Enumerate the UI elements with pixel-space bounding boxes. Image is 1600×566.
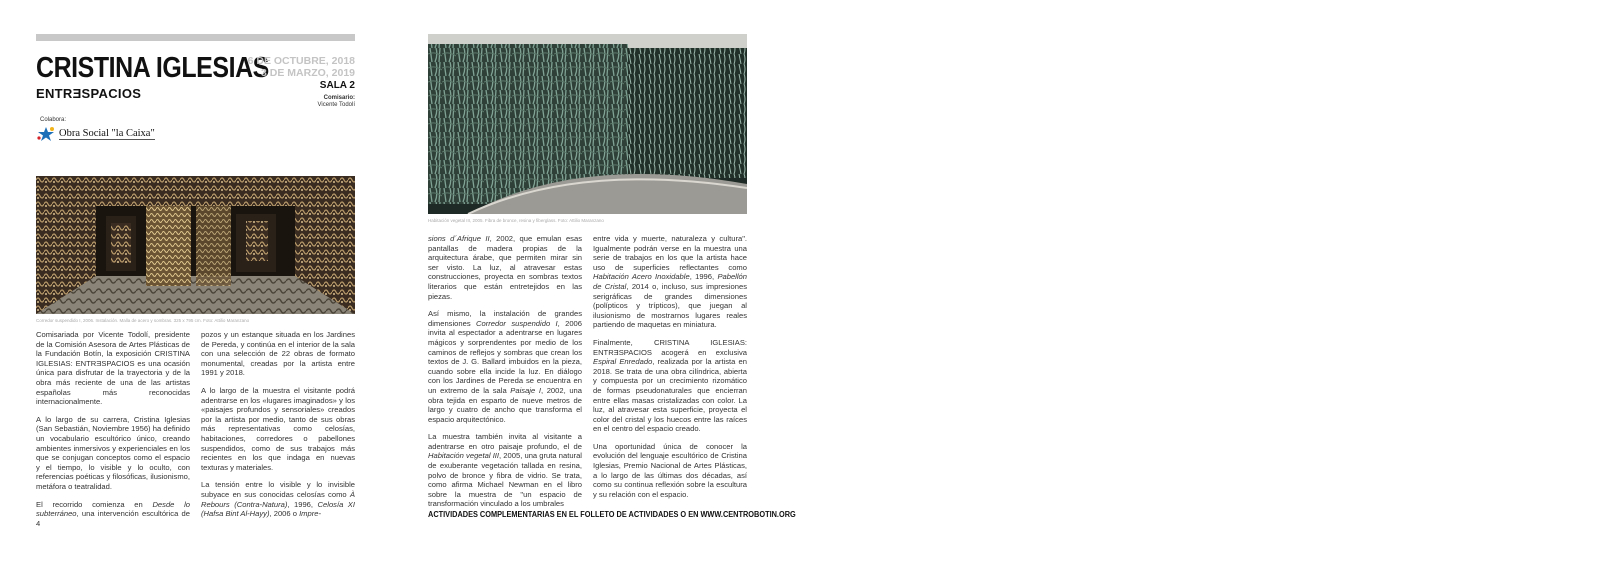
paragraph: pozos y un estanque situada en los Jardines de Pereda, y continúa en el interior de la sala con una selección de 22 obras de formato monumental, creadas por la artista entre 1991 y 2018. xyxy=(201,330,355,378)
photo-caption-1: Corredor suspendido I, 2006. Instalación. Malla de acero y sombras. 325 x 795 cm. Foto: Attilio Maranzano xyxy=(36,318,250,323)
star-icon xyxy=(36,126,56,142)
exhibition-subtitle: ENTRƎSPACIOS xyxy=(36,86,142,101)
paragraph: Una oportunidad única de conocer la evolución del lenguaje escultórico de Cristina Iglesias, Premio Nacional de Artes Plásticas, a lo largo de las últimas dos décadas, así como su continua reflexión sobre la escultura y su relación con el espacio. xyxy=(593,441,747,499)
curator-name: Vicente Todolí xyxy=(317,102,355,108)
date-end: 3 DE MARZO, 2019 xyxy=(261,66,355,79)
sponsor-logo-text: Obra Social "la Caixa" xyxy=(59,128,155,139)
text-column-2 xyxy=(201,330,355,527)
paragraph: A lo largo de su carrera, Cristina Iglesias (San Sebastián, Noviembre 1956) ha definido un vocabulario escultórico único, creando ambientes inmersivos y experienciales en los que se conjugan conceptos como el espacio y el tiempo, lo visible y lo oculto, con referencias poéticas y filosóficas, ilusionismo, metáfora o teatralidad. xyxy=(36,414,190,491)
exhibition-dates xyxy=(248,56,355,79)
paragraph: Así mismo, la instalación de grandes dimensiones Corredor suspendido I, 2006 invita al espectador a adentrarse en lugares mágicos y sorprendentes por medio de los caminos de reflejos y sombras que crean los textos de J. G. Ballard imbuidos en la pieza, cuando sobre ella incide la luz. En diálogo con los Jardines de Pereda se encuentra en un extremo de la sala Paisaje I, 2002, una obra tejida en esparto de nueve metros de largo y cuatro de ancho que transforma el espacio arquitectónico. xyxy=(428,309,582,424)
curator-block xyxy=(318,95,355,109)
photo-caption-2: Habitación vegetal III, 2005. Fibra de bronce, resina y fiberglass. Foto: Attilio Maranzano xyxy=(428,218,604,223)
paragraph: A lo largo de la muestra el visitante podrá adentrarse en los «lugares imaginados» y los «paisajes profundos y sensoriales» creados por la artista por medio, tanto de sus obras más representativas como celosías, habitaciones, corredores o pabellones suspendidos, como de sus trabajos más recientes en los que indaga en nuevas texturas y materiales. xyxy=(201,385,355,472)
sponsor-logo xyxy=(36,126,155,142)
top-rule xyxy=(36,34,355,41)
installation-photo-vegetal xyxy=(428,34,747,214)
paragraph: sions d´Afrique II, 2002, que emulan esas pantallas de madera propias de la arquitectura árabe, que permiten mirar sin ser visto. La luz, al atravesar estas construcciones, proyecta en sombras textos literarios que están entretejidos en las piezas. xyxy=(428,234,582,301)
paragraph: La tensión entre lo visible y lo invisible subyace en sus conocidas celosías como À Rebours (Contra-Natura), 1996, Celosía XI (Hafsa Bint Al-Hayy), 2006 o Impre- xyxy=(201,480,355,519)
room-label: SALA 2 xyxy=(319,80,355,91)
text-column-4 xyxy=(593,234,747,507)
text-column-1 xyxy=(36,330,190,536)
date-start: 6 DE OCTUBRE, 2018 xyxy=(247,55,355,67)
text-column-3 xyxy=(428,234,582,517)
paragraph: Finalmente, CRISTINA IGLESIAS: ENTRƎSPACIOS acogerá en exclusiva Espiral Enredado, realizada por la artista en 2018. Se trata de una obra cilíndrica, abierta y compuesta por un crecimiento rizomático de formas pseudonaturales que encierran entre ellas masas cristalizadas con color. La luz, al atravesar esta superficie, proyecta el color del cristal y los huecos entre las raíces en el centro del espacio creado. xyxy=(593,337,747,434)
paragraph: Comisariada por Vicente Todolí, presidente de la Comisión Asesora de Artes Plásticas de la Fundación Botín, la exposición CRISTINA IGLESIAS: ENTRƎSPACIOS es una ocasión única para disfrutar de la trayectoria y de la obra más reciente de una de las artistas españolas más reconocidas internacionalmente. xyxy=(36,330,190,407)
footer-activities: ACTIVIDADES COMPLEMENTARIAS EN EL FOLLETO DE ACTIVIDADES O EN WWW.CENTROBOTIN.ORG xyxy=(428,510,796,519)
artist-title: CRISTINA IGLESIAS xyxy=(36,52,269,84)
curator-label: Comisario: xyxy=(323,95,355,101)
paragraph: entre vida y muerte, naturaleza y cultura". Igualmente podrán verse en la muestra una serie de trabajos en los que la artista hace uso de superficies reflectantes como Habitación Acero Inoxidable, 1996, Pabellón de Cristal, 2014 o, incluso, sus impresiones serigráficas de grandes dimensiones (polípticos y trípticos), que juegan al ilusionismo de mostrarnos lugares reales partiendo de maquetas en miniatura. xyxy=(593,234,748,330)
paragraph: La muestra también invita al visitante a adentrarse en otro paisaje profundo, el de Habitación vegetal III, 2005, una gruta natural de exuberante vegetación tallada en resina, polvo de bronce y fibra de vidrio. Se trata, como afirma Michael Newman en el libro sobre la muestra de "un espacio de transformación vinculado a los umbrales xyxy=(428,432,582,509)
installation-photo-lattice xyxy=(36,176,355,314)
paragraph: El recorrido comienza en Desde lo subterráneo, una intervención escultórica de 4 xyxy=(36,499,190,528)
sponsor-label: Colabora: xyxy=(40,117,67,123)
